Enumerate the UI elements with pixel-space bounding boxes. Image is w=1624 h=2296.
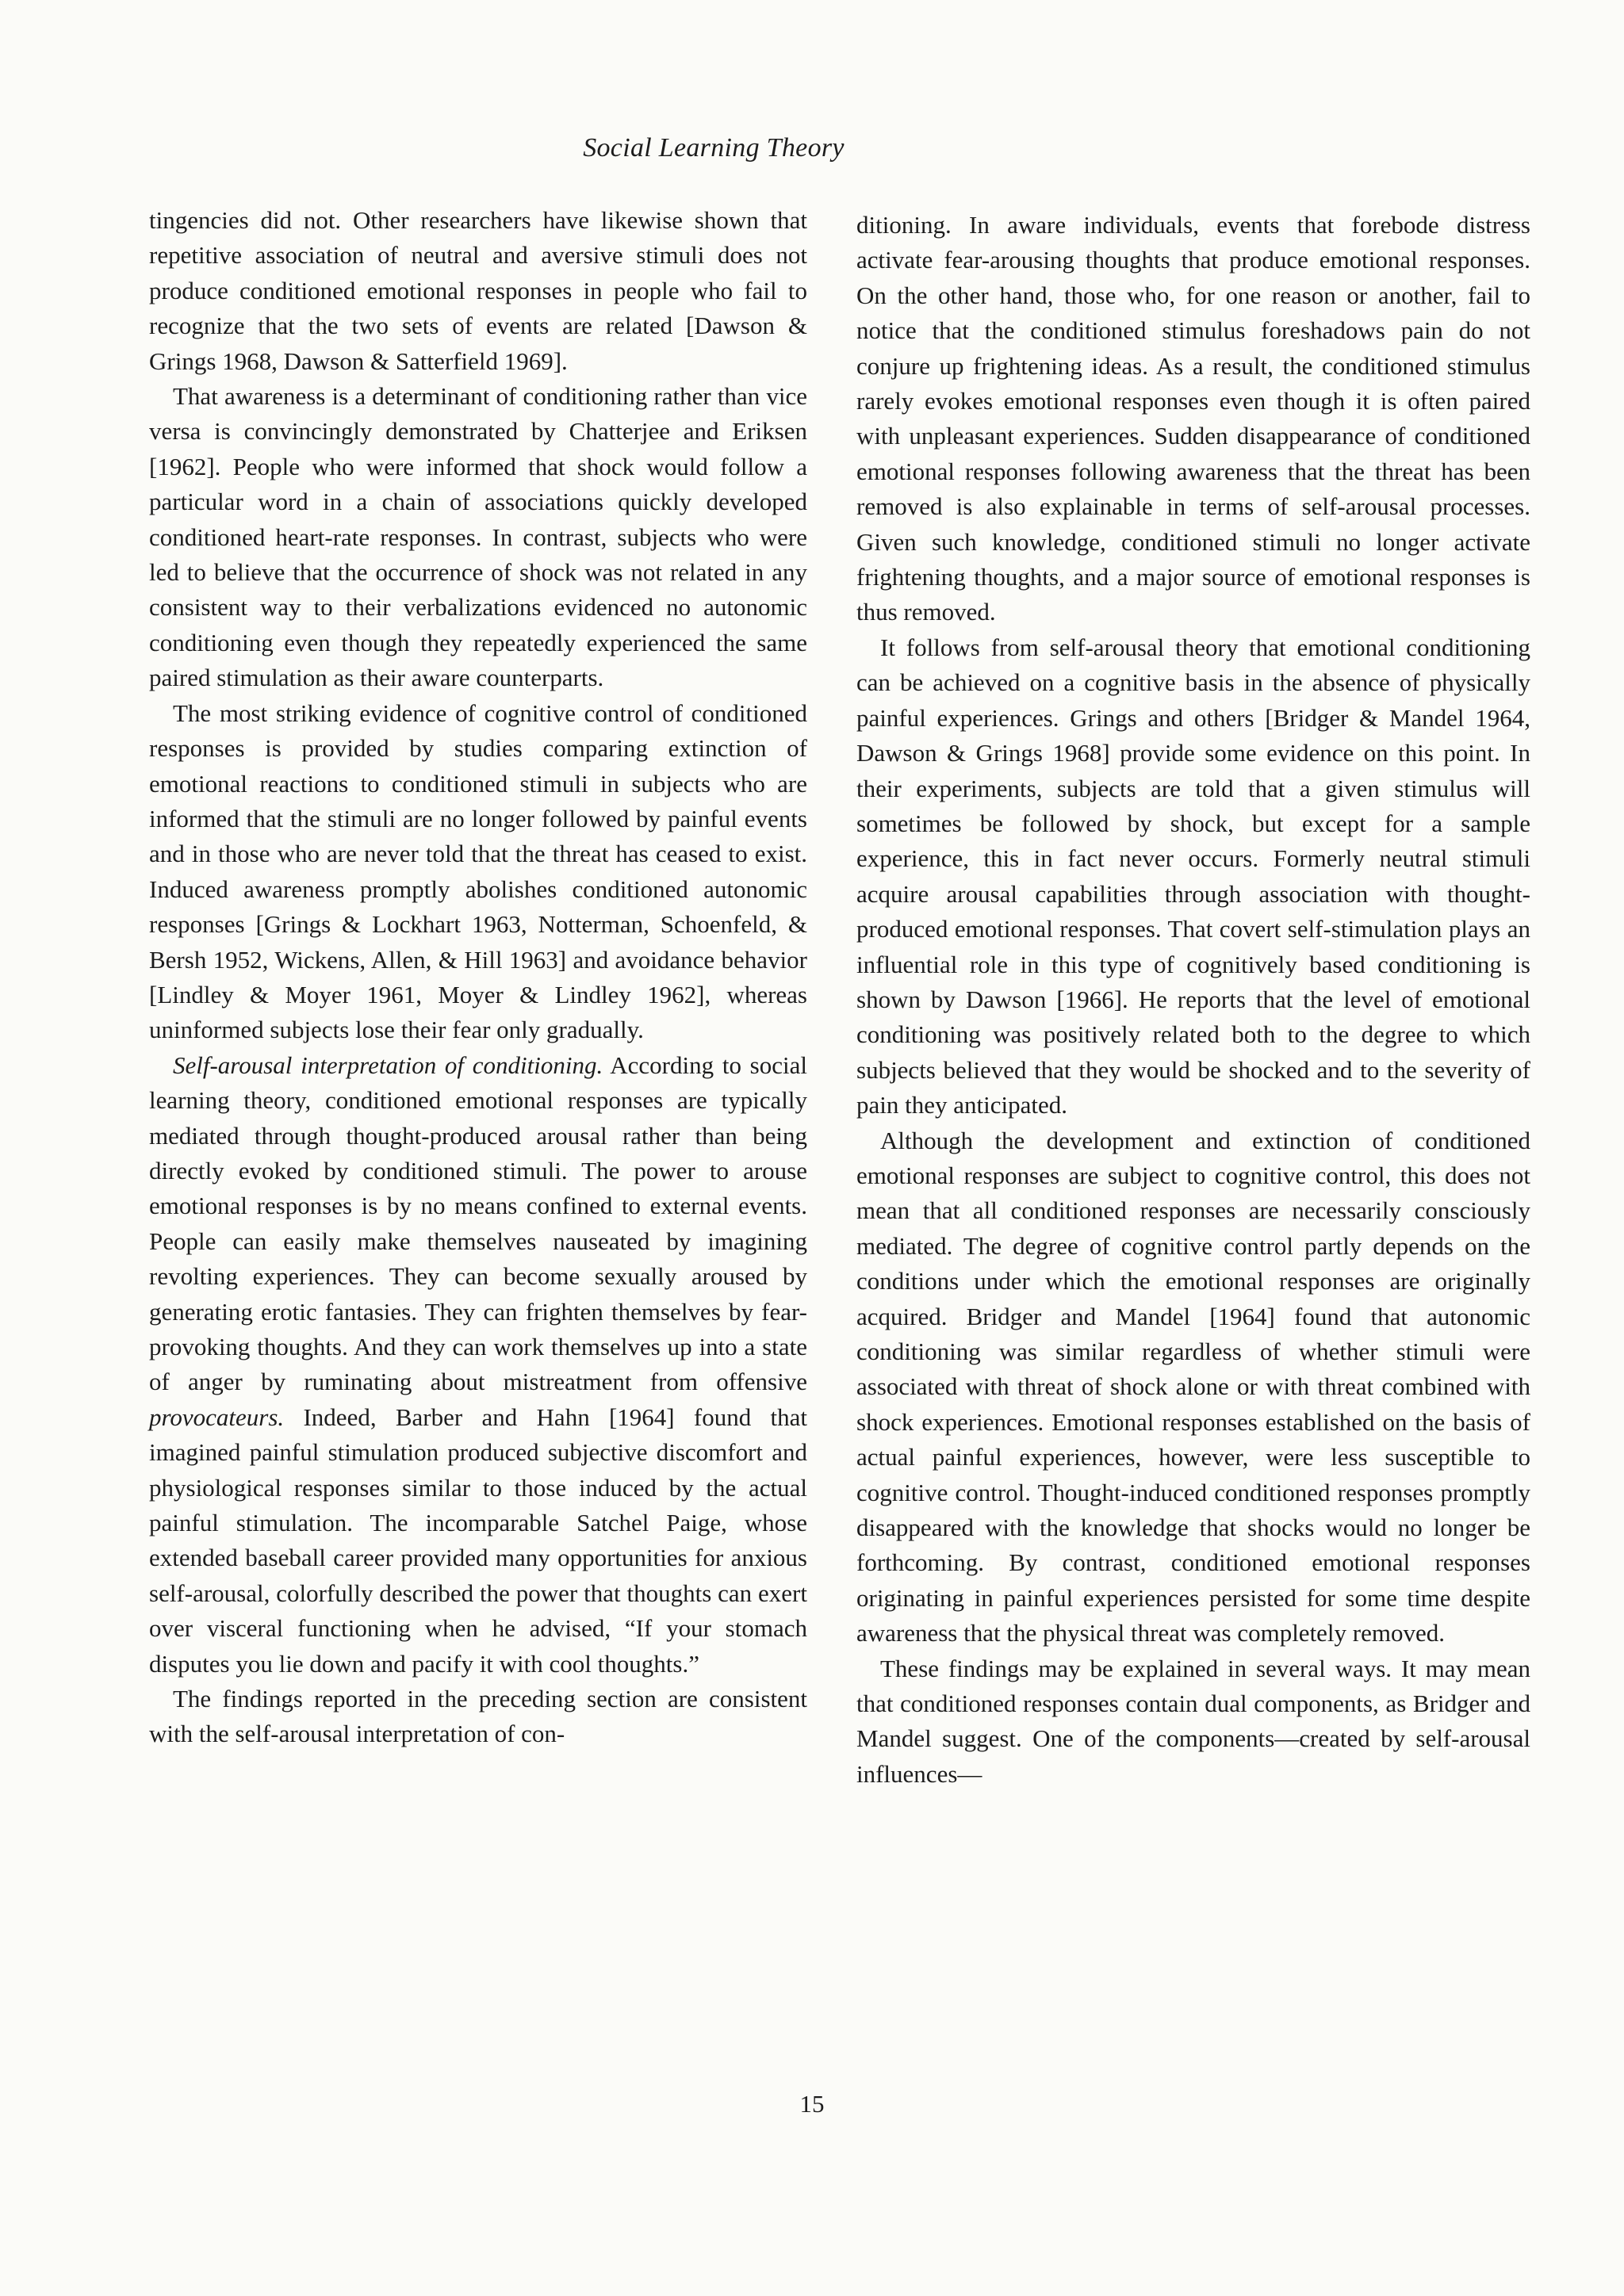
paragraph: It follows from self-arousal theory that emotional conditioning can be achieved on a cognitive basis in the absence of physically painful experiences. Grings and others [Bridger & Mandel 1964, Dawson & Grings 1968] provide some evidence on this point. In their experiments, subjects are told that a given stimulus will sometimes be followed by shock, but except for a sample experience, this in fact never occurs. Formerly neutral stimuli acquire arousal capabilities through association with thought-produced emotional responses. That covert self-stimulation plays an influential role in this type of cognitively based conditioning is shown by Dawson [1966]. He reports that the level of emotional conditioning was positively related both to the degree to which subjects believed that they would be shocked and to the severity of pain they anticipated.: [856, 633, 1530, 1119]
italic-term: provocateurs.: [149, 1402, 285, 1431]
right-column: [856, 208, 1530, 1792]
paragraph: Although the development and extinction of conditioned emotional responses are subject to cognitive control, this does not mean that all conditioned responses are necessarily consciously mediated. The degree of cognitive control partly depends on the conditions under which the emotional responses are originally acquired. Bridger and Mandel [1964] found that autonomic conditioning was similar regardless of whether stimuli were associated with threat of shock alone or with threat combined with shock experiences. Emotional responses established on the basis of actual painful experiences, however, were less susceptible to cognitive control. Thought-induced conditioned responses promptly disappeared with the knowledge that shocks would no longer be forthcoming. By contrast, conditioned emotional responses originating in painful experiences persisted for some time despite awareness that the physical threat was completely removed.: [856, 1126, 1530, 1647]
paragraph: These findings may be explained in several ways. It may mean that conditioned responses contain dual components, as Bridger and Mandel suggest. One of the components—created by self-arousal influences—: [856, 1654, 1530, 1788]
left-column: [149, 203, 807, 1752]
paragraph: ditioning. In aware individuals, events that forebode distress activate fear-arousing thoughts that produce emotional responses. On the other hand, those who, for one reason or another, fail to notice that the conditioned stimulus foreshadows pain do not conjure up frightening ideas. As a result, the conditioned stimulus rarely evokes emotional responses even though it is often paired with unpleasant experiences. Sudden disappearance of conditioned emotional responses following awareness that the threat has been removed is also explainable in terms of self-arousal processes. Given such knowledge, conditioned stimuli no longer activate frightening thoughts, and a major source of emotional responses is thus removed.: [856, 211, 1530, 626]
paragraph: The most striking evidence of cognitive control of conditioned responses is provided by studies comparing extinction of emotional reactions to conditioned stimuli in subjects who are informed that the stimuli are no longer followed by painful events and in those who are never told that the threat has ceased to exist. Induced awareness promptly abolishes conditioned autonomic responses [Grings & Lockhart 1963, Notterman, Schoenfeld, & Bersh 1952, Wickens, Allen, & Hill 1963] and avoidance behavior [Lindley & Moyer 1961, Moyer & Lindley 1962], whereas uninformed subjects lose their fear only gradually.: [149, 698, 807, 1044]
running-head: Social Learning Theory: [583, 133, 845, 163]
paragraph: The findings reported in the preceding section are consistent with the self-arousal interpretation of con-: [149, 1685, 807, 1748]
page-number: 15: [799, 2090, 825, 2118]
run-in-heading: Self-arousal interpretation of conditioning.: [173, 1050, 603, 1079]
paragraph: tingencies did not. Other researchers have likewise shown that repetitive association of neutral and aversive stimuli does not produce conditioned emotional responses in people who fail to recognize that the two sets of events are related [Dawson & Grings 1968, Dawson & Satterfield 1969].: [149, 206, 807, 375]
paragraph-text: According to social learning theory, conditioned emotional responses are typically mediated through thought-produced arousal rather than being directly evoked by conditioned stimuli. The power to arouse emotional responses is by no means confined to external events. People can easily make themselves nauseated by imagining revolting experiences. They can become sexually aroused by generating erotic fantasies. They can frighten themselves by fear-provoking thoughts. And they can work themselves up into a state of anger by ruminating about mistreatment from offensive: [149, 1050, 807, 1396]
paragraph: [149, 1048, 807, 1682]
paragraph-text: Indeed, Barber and Hahn [1964] found that imagined painful stimulation produced subjective discomfort and physiological responses similar to those induced by the actual painful stimulation. The incomparable Satchel Paige, whose extended baseball career provided many opportunities for anxious self-arousal, colorfully described the power that thoughts can exert over visceral functioning when he advised, “If your stomach disputes you lie down and pacify it with cool thoughts.”: [149, 1402, 808, 1678]
paragraph: That awareness is a determinant of conditioning rather than vice versa is convincingly demonstrated by Chatterjee and Eriksen [1962]. People who were informed that shock would follow a particular word in a chain of associations quickly developed conditioned heart-rate responses. In contrast, subjects who were led to believe that the occurrence of shock was not related in any consistent way to their verbalizations evidenced no autonomic conditioning even though they repeatedly experienced the same paired stimulation as their aware counterparts.: [149, 382, 807, 692]
